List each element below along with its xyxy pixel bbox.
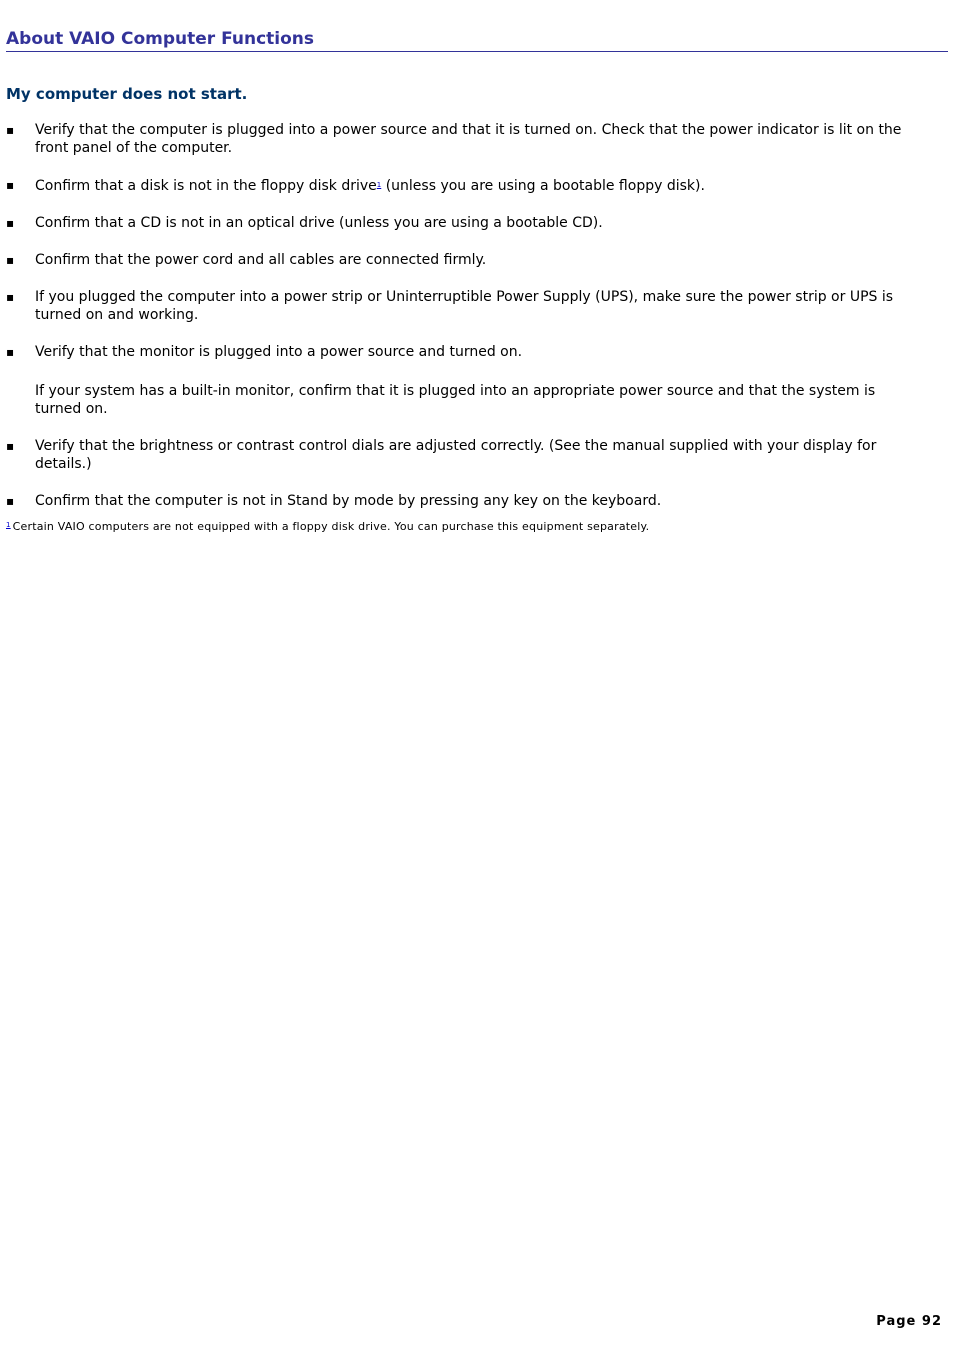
list-item-text: Confirm that a CD is not in an optical drive (unless you are using a bootable CD). xyxy=(35,215,603,231)
bullet-icon: ▪ xyxy=(6,494,15,508)
list-item-text: If you plugged the computer into a power strip or Uninterruptible Power Supply (UPS), make sure the power strip or UPS is turned on and working. xyxy=(35,289,894,323)
bullet-icon: ▪ xyxy=(6,290,15,304)
bullet-icon: ▪ xyxy=(6,123,15,137)
list-item-text-continued: (unless you are using a bootable floppy disk). xyxy=(381,178,705,194)
list-item xyxy=(0,437,954,473)
list-item-text: Confirm that the computer is not in Stand by mode by pressing any key on the keyboard. xyxy=(35,493,662,509)
footnote xyxy=(6,518,649,534)
list-item xyxy=(0,214,954,232)
page-number: Page 92 xyxy=(876,1314,942,1329)
list-item-text: Confirm that the power cord and all cables are connected firmly. xyxy=(35,252,487,268)
bullet-icon: ▪ xyxy=(6,216,15,230)
list-item-text: Verify that the computer is plugged into a power source and that it is turned on. Check that the power indicator is lit on the front panel of the computer. xyxy=(35,122,902,156)
list-item xyxy=(0,343,954,418)
list-item xyxy=(0,121,954,157)
list-item-text: Verify that the brightness or contrast control dials are adjusted correctly. (See the manual supplied with your display for details.) xyxy=(35,438,877,472)
bullet-icon: ▪ xyxy=(6,439,15,453)
bullet-icon: ▪ xyxy=(6,253,15,267)
list-item xyxy=(0,251,954,269)
list-item-text: Confirm that a disk is not in the floppy disk drive xyxy=(35,178,377,194)
troubleshooting-list xyxy=(0,121,954,529)
footnote-mark-link[interactable]: 1 xyxy=(6,521,11,529)
footnote-text: Certain VAIO computers are not equipped with a floppy disk drive. You can purchase this equipment separately. xyxy=(12,520,650,533)
bullet-icon: ▪ xyxy=(6,345,15,359)
section-heading: My computer does not start. xyxy=(6,85,248,103)
list-item-text: Verify that the monitor is plugged into a power source and turned on. xyxy=(35,344,523,360)
list-item xyxy=(0,176,954,195)
bullet-icon: ▪ xyxy=(6,178,15,192)
footnote-link[interactable]: 1 xyxy=(376,181,382,189)
page-title: About VAIO Computer Functions xyxy=(6,28,948,52)
list-item-note: If your system has a built-in monitor, confirm that it is plugged into an appropriate power source and that the system is turned on. xyxy=(35,383,876,417)
list-item xyxy=(0,288,954,324)
list-item xyxy=(0,492,954,510)
